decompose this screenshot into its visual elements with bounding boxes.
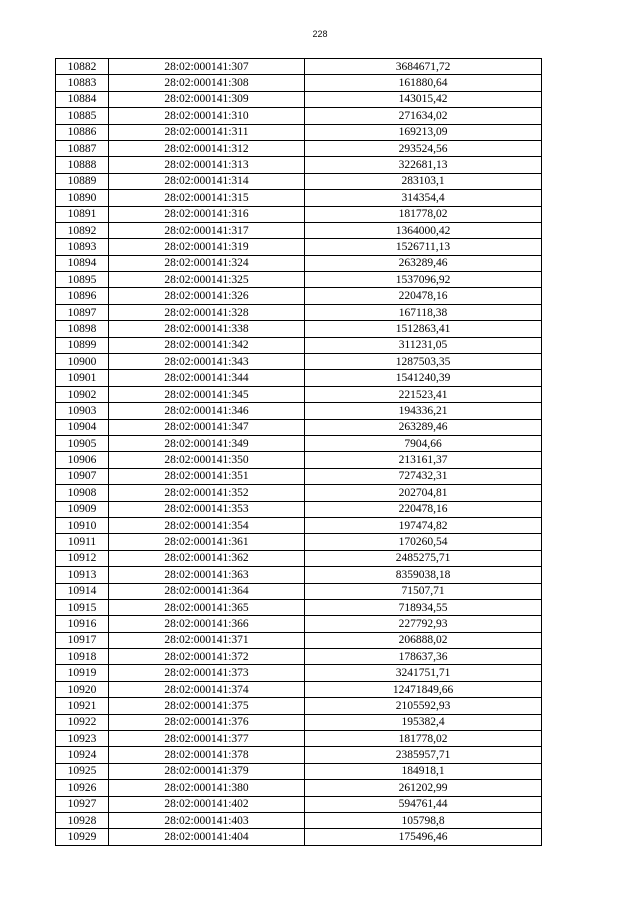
row-number-cell: 10927 — [56, 796, 109, 812]
table-row — [56, 517, 542, 533]
table-row — [56, 108, 542, 124]
cadastral-number-cell: 28:02:000141:345 — [109, 386, 305, 402]
table-row — [56, 321, 542, 337]
table-row — [56, 468, 542, 484]
row-number-cell: 10929 — [56, 829, 109, 845]
cadastral-number-cell: 28:02:000141:343 — [109, 354, 305, 370]
cadastral-number-cell: 28:02:000141:319 — [109, 239, 305, 255]
table-row — [56, 485, 542, 501]
row-number-cell: 10923 — [56, 731, 109, 747]
value-cell: 175496,46 — [305, 829, 542, 845]
cadastral-number-cell: 28:02:000141:363 — [109, 567, 305, 583]
cadastral-number-cell: 28:02:000141:354 — [109, 517, 305, 533]
table-row — [56, 665, 542, 681]
value-cell: 71507,71 — [305, 583, 542, 599]
value-cell: 263289,46 — [305, 419, 542, 435]
row-number-cell: 10928 — [56, 812, 109, 828]
row-number-cell: 10896 — [56, 288, 109, 304]
row-number-cell: 10904 — [56, 419, 109, 435]
cadastral-number-cell: 28:02:000141:373 — [109, 665, 305, 681]
page-number: 228 — [312, 29, 328, 39]
cadastral-number-cell: 28:02:000141:361 — [109, 534, 305, 550]
value-cell: 263289,46 — [305, 255, 542, 271]
table-row — [56, 435, 542, 451]
value-cell: 1541240,39 — [305, 370, 542, 386]
value-cell: 594761,44 — [305, 796, 542, 812]
table-row — [56, 255, 542, 271]
cadastral-number-cell: 28:02:000141:325 — [109, 272, 305, 288]
cadastral-number-cell: 28:02:000141:347 — [109, 419, 305, 435]
value-cell: 283103,1 — [305, 173, 542, 189]
table-row — [56, 403, 542, 419]
table-row — [56, 59, 542, 75]
table-row — [56, 272, 542, 288]
table-row — [56, 75, 542, 91]
row-number-cell: 10912 — [56, 550, 109, 566]
table-row — [56, 812, 542, 828]
cadastral-number-cell: 28:02:000141:402 — [109, 796, 305, 812]
table-row — [56, 731, 542, 747]
table-row — [56, 206, 542, 222]
row-number-cell: 10892 — [56, 222, 109, 238]
row-number-cell: 10908 — [56, 485, 109, 501]
table-row — [56, 649, 542, 665]
cadastral-number-cell: 28:02:000141:350 — [109, 452, 305, 468]
row-number-cell: 10882 — [56, 59, 109, 75]
cadastral-number-cell: 28:02:000141:313 — [109, 157, 305, 173]
cadastral-number-cell: 28:02:000141:315 — [109, 190, 305, 206]
value-cell: 1526711,13 — [305, 239, 542, 255]
value-cell: 169213,09 — [305, 124, 542, 140]
table-row — [56, 501, 542, 517]
cadastral-number-cell: 28:02:000141:372 — [109, 649, 305, 665]
cadastral-number-cell: 28:02:000141:375 — [109, 698, 305, 714]
value-cell: 227792,93 — [305, 616, 542, 632]
table-row — [56, 190, 542, 206]
value-cell: 195382,4 — [305, 714, 542, 730]
table-row — [56, 452, 542, 468]
table-row — [56, 419, 542, 435]
cadastral-number-cell: 28:02:000141:351 — [109, 468, 305, 484]
table-row — [56, 354, 542, 370]
value-cell: 718934,55 — [305, 599, 542, 615]
row-number-cell: 10883 — [56, 75, 109, 91]
value-cell: 143015,42 — [305, 91, 542, 107]
table-row — [56, 140, 542, 156]
cadastral-number-cell: 28:02:000141:328 — [109, 304, 305, 320]
value-cell: 194336,21 — [305, 403, 542, 419]
row-number-cell: 10914 — [56, 583, 109, 599]
row-number-cell: 10915 — [56, 599, 109, 615]
table-body — [56, 59, 542, 846]
row-number-cell: 10918 — [56, 649, 109, 665]
table-row — [56, 304, 542, 320]
table-row — [56, 796, 542, 812]
row-number-cell: 10902 — [56, 386, 109, 402]
value-cell: 261202,99 — [305, 780, 542, 796]
row-number-cell: 10887 — [56, 140, 109, 156]
row-number-cell: 10924 — [56, 747, 109, 763]
value-cell: 1287503,35 — [305, 354, 542, 370]
cadastral-number-cell: 28:02:000141:326 — [109, 288, 305, 304]
value-cell: 181778,02 — [305, 731, 542, 747]
cadastral-number-cell: 28:02:000141:371 — [109, 632, 305, 648]
cadastral-number-cell: 28:02:000141:366 — [109, 616, 305, 632]
value-cell: 202704,81 — [305, 485, 542, 501]
table-row — [56, 337, 542, 353]
row-number-cell: 10886 — [56, 124, 109, 140]
value-cell: 3684671,72 — [305, 59, 542, 75]
cadastral-number-cell: 28:02:000141:312 — [109, 140, 305, 156]
value-cell: 1512863,41 — [305, 321, 542, 337]
cadastral-number-cell: 28:02:000141:365 — [109, 599, 305, 615]
value-cell: 1364000,42 — [305, 222, 542, 238]
row-number-cell: 10920 — [56, 681, 109, 697]
value-cell: 170260,54 — [305, 534, 542, 550]
value-cell: 221523,41 — [305, 386, 542, 402]
value-cell: 727432,31 — [305, 468, 542, 484]
cadastral-number-cell: 28:02:000141:310 — [109, 108, 305, 124]
cadastral-number-cell: 28:02:000141:342 — [109, 337, 305, 353]
cadastral-number-cell: 28:02:000141:338 — [109, 321, 305, 337]
cadastral-number-cell: 28:02:000141:344 — [109, 370, 305, 386]
value-cell: 271634,02 — [305, 108, 542, 124]
cadastral-number-cell: 28:02:000141:362 — [109, 550, 305, 566]
value-cell: 105798,8 — [305, 812, 542, 828]
table-row — [56, 829, 542, 845]
row-number-cell: 10913 — [56, 567, 109, 583]
row-number-cell: 10885 — [56, 108, 109, 124]
cadastral-number-cell: 28:02:000141:377 — [109, 731, 305, 747]
cadastral-number-cell: 28:02:000141:378 — [109, 747, 305, 763]
value-cell: 1537096,92 — [305, 272, 542, 288]
value-cell: 220478,16 — [305, 501, 542, 517]
table-row — [56, 780, 542, 796]
value-cell: 12471849,66 — [305, 681, 542, 697]
table-row — [56, 124, 542, 140]
table-row — [56, 550, 542, 566]
row-number-cell: 10910 — [56, 517, 109, 533]
cadastral-number-cell: 28:02:000141:316 — [109, 206, 305, 222]
value-cell: 7904,66 — [305, 435, 542, 451]
value-cell: 293524,56 — [305, 140, 542, 156]
row-number-cell: 10890 — [56, 190, 109, 206]
table-row — [56, 173, 542, 189]
value-cell: 322681,13 — [305, 157, 542, 173]
value-cell: 220478,16 — [305, 288, 542, 304]
row-number-cell: 10926 — [56, 780, 109, 796]
row-number-cell: 10907 — [56, 468, 109, 484]
table-row — [56, 288, 542, 304]
table-row — [56, 386, 542, 402]
cadastral-number-cell: 28:02:000141:352 — [109, 485, 305, 501]
table-row — [56, 714, 542, 730]
row-number-cell: 10898 — [56, 321, 109, 337]
row-number-cell: 10888 — [56, 157, 109, 173]
table-row — [56, 632, 542, 648]
cadastral-number-cell: 28:02:000141:403 — [109, 812, 305, 828]
table-row — [56, 157, 542, 173]
table-row — [56, 616, 542, 632]
cadastral-number-cell: 28:02:000141:317 — [109, 222, 305, 238]
table-row — [56, 698, 542, 714]
value-cell: 8359038,18 — [305, 567, 542, 583]
row-number-cell: 10899 — [56, 337, 109, 353]
cadastral-value-table — [55, 58, 542, 846]
cadastral-number-cell: 28:02:000141:380 — [109, 780, 305, 796]
table-row — [56, 747, 542, 763]
value-cell: 161880,64 — [305, 75, 542, 91]
value-cell: 3241751,71 — [305, 665, 542, 681]
cadastral-number-cell: 28:02:000141:324 — [109, 255, 305, 271]
table-row — [56, 599, 542, 615]
row-number-cell: 10903 — [56, 403, 109, 419]
table-row — [56, 370, 542, 386]
row-number-cell: 10900 — [56, 354, 109, 370]
cadastral-number-cell: 28:02:000141:376 — [109, 714, 305, 730]
cadastral-number-cell: 28:02:000141:349 — [109, 435, 305, 451]
cadastral-number-cell: 28:02:000141:404 — [109, 829, 305, 845]
table-row — [56, 681, 542, 697]
value-cell: 167118,38 — [305, 304, 542, 320]
row-number-cell: 10893 — [56, 239, 109, 255]
cadastral-number-cell: 28:02:000141:364 — [109, 583, 305, 599]
row-number-cell: 10917 — [56, 632, 109, 648]
value-cell: 311231,05 — [305, 337, 542, 353]
value-cell: 314354,4 — [305, 190, 542, 206]
value-cell: 2385957,71 — [305, 747, 542, 763]
value-cell: 184918,1 — [305, 763, 542, 779]
row-number-cell: 10919 — [56, 665, 109, 681]
value-cell: 197474,82 — [305, 517, 542, 533]
cadastral-number-cell: 28:02:000141:309 — [109, 91, 305, 107]
row-number-cell: 10901 — [56, 370, 109, 386]
value-cell: 2105592,93 — [305, 698, 542, 714]
cadastral-number-cell: 28:02:000141:307 — [109, 59, 305, 75]
cadastral-number-cell: 28:02:000141:314 — [109, 173, 305, 189]
table-row — [56, 567, 542, 583]
cadastral-number-cell: 28:02:000141:311 — [109, 124, 305, 140]
row-number-cell: 10905 — [56, 435, 109, 451]
value-cell: 2485275,71 — [305, 550, 542, 566]
table-row — [56, 583, 542, 599]
row-number-cell: 10911 — [56, 534, 109, 550]
row-number-cell: 10895 — [56, 272, 109, 288]
row-number-cell: 10909 — [56, 501, 109, 517]
row-number-cell: 10894 — [56, 255, 109, 271]
row-number-cell: 10922 — [56, 714, 109, 730]
table-row — [56, 763, 542, 779]
cadastral-number-cell: 28:02:000141:346 — [109, 403, 305, 419]
row-number-cell: 10906 — [56, 452, 109, 468]
row-number-cell: 10925 — [56, 763, 109, 779]
cadastral-number-cell: 28:02:000141:374 — [109, 681, 305, 697]
table-row — [56, 222, 542, 238]
row-number-cell: 10884 — [56, 91, 109, 107]
cadastral-number-cell: 28:02:000141:379 — [109, 763, 305, 779]
row-number-cell: 10916 — [56, 616, 109, 632]
value-cell: 213161,37 — [305, 452, 542, 468]
value-cell: 178637,36 — [305, 649, 542, 665]
row-number-cell: 10891 — [56, 206, 109, 222]
table-row — [56, 91, 542, 107]
row-number-cell: 10897 — [56, 304, 109, 320]
cadastral-number-cell: 28:02:000141:308 — [109, 75, 305, 91]
value-cell: 181778,02 — [305, 206, 542, 222]
cadastral-number-cell: 28:02:000141:353 — [109, 501, 305, 517]
table-row — [56, 534, 542, 550]
row-number-cell: 10889 — [56, 173, 109, 189]
table-row — [56, 239, 542, 255]
row-number-cell: 10921 — [56, 698, 109, 714]
value-cell: 206888,02 — [305, 632, 542, 648]
